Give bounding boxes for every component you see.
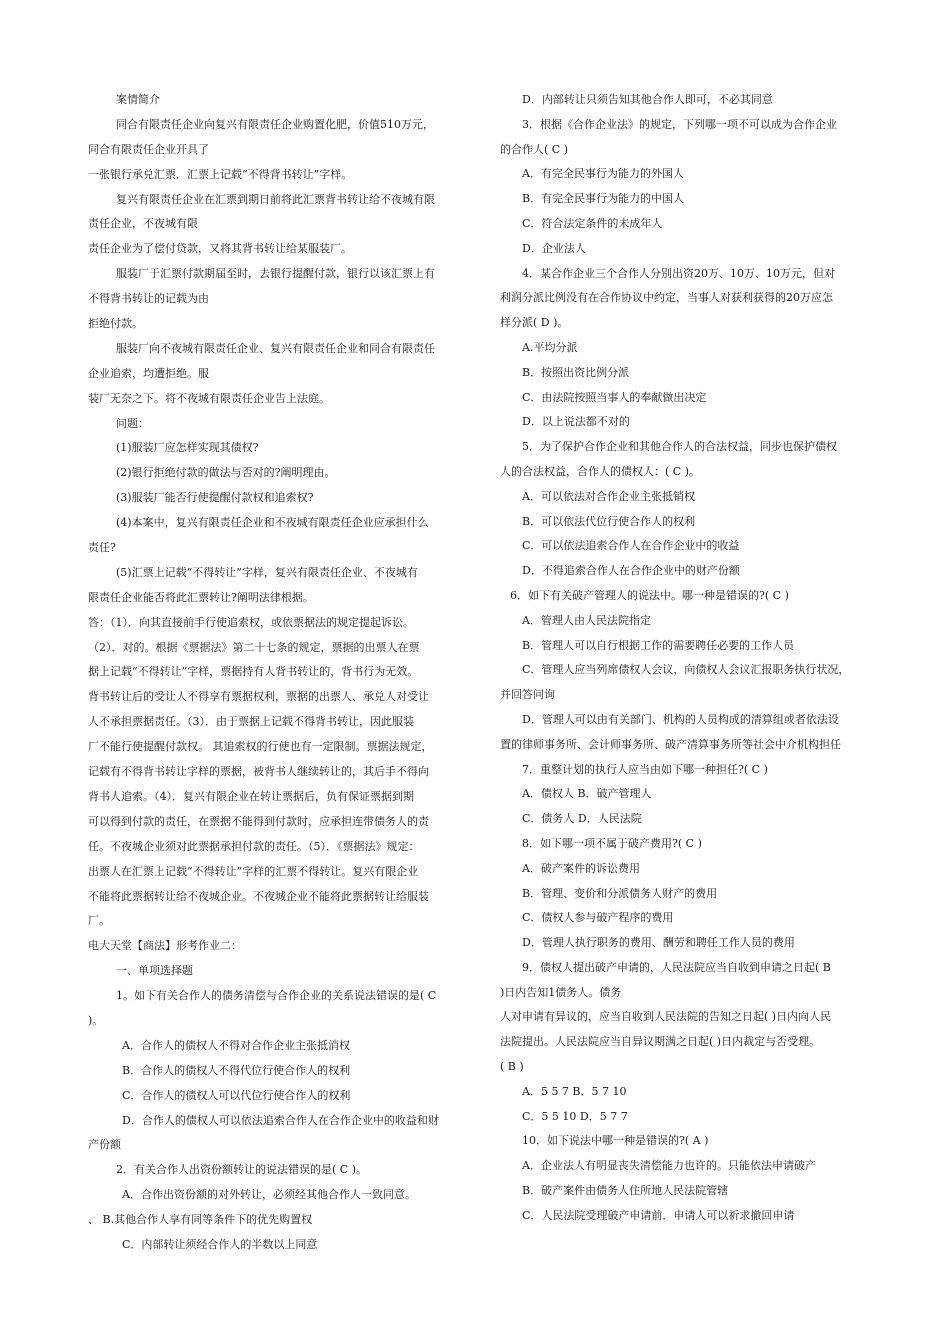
- left-column-line: (2)银行拒绝付款的做法与否对的?阐明理由。: [116, 466, 336, 480]
- left-column-line: A．合作出资份额的对外转让，必须经其他合作人一致同意。: [122, 1188, 416, 1202]
- right-column-line: B．有完全民事行为能力的中国人: [522, 192, 685, 206]
- right-column-line: 8．如下哪一项不属于破产费用?( C ): [522, 836, 702, 850]
- right-column-line: 利润分派比例没有在合作协议中约定，当事人对获利获得的20万应怎: [500, 291, 833, 305]
- right-column-line: A．有完全民事行为能力的外国人: [522, 167, 684, 181]
- right-column-line: C．由法院按照当事人的奉献做出决定: [522, 390, 707, 404]
- right-column-line: 置的律师事务所、会计师事务所、破产清算事务所等社会中介机构担任: [500, 737, 841, 751]
- right-column-line: A.平均分派: [522, 340, 578, 354]
- left-column-line: 案情简介: [116, 93, 160, 106]
- right-column-line: 3．根据《合作企业法》的规定，下列哪一项不可以成为合作企业: [522, 117, 837, 131]
- left-column-line: (3)服装厂能否行使提醒付款权和追索权?: [116, 491, 314, 505]
- right-column-line: 的合作人( C ): [500, 142, 568, 156]
- right-column-line: D．管理人执行职务的费用、酬劳和聘任工作人员的费用: [522, 936, 795, 950]
- left-column-line: 出票人在汇票上记载“不得转让”字样的汇票不得转让。复兴有限企业: [88, 864, 419, 878]
- right-column-line: 6．如下有关破产管理人的说法中。哪一种是错误的?( C ): [510, 588, 789, 602]
- right-column-line: C．5 5 10 D．5 7 7: [522, 1109, 628, 1123]
- right-column-line: C．可以依法追索合作人在合作企业中的收益: [522, 539, 740, 553]
- left-column-line: B．合作人的债权人不得代位行使合作人的权利: [122, 1063, 351, 1077]
- left-column-line: （2）．对的。根据《票据法》第二十七条的规定，票据的出票人在票: [88, 640, 420, 654]
- left-column-line: 厂不能行使提醒付款权。 其追索权的行使也有一定限制。票据法规定，: [88, 740, 433, 754]
- left-column-line: 答：（1）．向其直接前手行使追索权，或依票据法的规定提起诉讼。: [88, 615, 414, 629]
- left-column-line: (1)服装厂应怎样实现其债权?: [116, 441, 259, 455]
- left-column-line: 责任企业为了偿付贷款，又将其背书转让给某服装厂。: [88, 242, 352, 256]
- right-column-line: 样分派( D )。: [500, 316, 569, 330]
- left-column-line: 同合有限责任企业开具了: [88, 142, 209, 156]
- right-column-line: C．债务人 D．人民法院: [522, 812, 642, 826]
- left-column-line: 限责任企业能否将此汇票转让?阐明法律根据。: [88, 590, 314, 604]
- right-column-line: D．企业法人: [522, 241, 586, 255]
- left-column-line: (5)汇票上记载“不得转让”字样，复兴有限责任企业、不夜城有: [116, 565, 418, 579]
- left-column-line: 厂。: [88, 914, 110, 928]
- left-column-line: 背书转让后的受让人不得享有票据权利，票据的出票人、承兑人对受让: [88, 690, 429, 704]
- right-column-line: B．破产案件由债务人住所地人民法院管辖: [522, 1184, 729, 1198]
- left-column-line: 责任企业，不夜城有限: [88, 217, 198, 231]
- right-column-line: D．内部转让只须告知其他合作人即可，不必其同意: [522, 93, 773, 106]
- right-column-line: C．管理人应当列席债权人会议，向债权人会议汇报职务执行状况，: [522, 663, 850, 677]
- right-column-line: 法院提出。人民法院应当自异议期满之日起( )日内裁定与否受理。: [500, 1035, 821, 1049]
- right-column-line: 7．重整计划的执行人应当由如下哪一种担任?( C ): [522, 762, 768, 776]
- left-column-line: 据上记载“不得转让”字样，票据持有人背书转让的，背书行为无效。: [88, 665, 419, 679]
- right-column-line: 10．如下说法中哪一种是错误的?( A ): [522, 1134, 709, 1148]
- left-column-line: C．内部转让须经合作人的半数以上同意: [122, 1237, 318, 1251]
- left-column-line: 一张银行承兑汇票．汇票上记载“不得背书转让”字样。: [88, 167, 353, 181]
- right-column-line: A．债权人 B．破产管理人: [522, 787, 652, 801]
- right-column-line: 人对申请有异议的，应当自收到人民法院的告知之日起( )日内向人民: [500, 1010, 832, 1024]
- right-column-line: 人的合法权益，合作人的债权人：( C )。: [500, 464, 700, 478]
- left-column-line: 复兴有限责任企业在汇票到期日前将此汇票背书转让给不夜城有限: [116, 192, 435, 206]
- left-column-line: 拒绝付款。: [88, 317, 143, 331]
- left-column-line: 1。如下有关合作人的债务清偿与合作企业的关系说法错误的是( C: [116, 989, 437, 1003]
- right-column-line: A．企业法人有明显丧失清偿能力也许的。只能依法申请破产: [522, 1159, 816, 1173]
- left-column-line: (4)本案中，复兴有限责任企业和不夜城有限责任企业应承担什么: [116, 516, 429, 530]
- left-column-line: 服装厂向不夜城有限责任企业、复兴有限责任企业和同合有限责任: [116, 341, 435, 355]
- right-column-line: B．管理人可以自行根据工作的需要聘任必要的工作人员: [522, 638, 795, 652]
- left-column-line: 责任?: [88, 541, 116, 555]
- right-column-line: C．债权人参与破产程序的费用: [522, 911, 674, 925]
- left-column-line: 电大天堂【商法】形考作业二：: [88, 939, 242, 953]
- right-column-line: 9．债权人提出破产申请的，人民法院应当自收到申请之日起( B: [522, 960, 831, 974]
- left-column-line: 记载有不得背书转让字样的票据，被背书人继续转让的，其后手不得向: [88, 765, 429, 779]
- right-column-line: B．可以依法代位行使合作人的权利: [522, 514, 696, 528]
- left-column-line: )。: [88, 1013, 104, 1027]
- left-column-line: C．合作人的债权人可以代位行使合作人的权利: [122, 1088, 351, 1102]
- left-column-line: 不得背书转让的记载为由: [88, 292, 209, 306]
- left-column-line: 同合有限责任企业向复兴有限责任企业购置化肥，价值510万元，: [116, 117, 434, 131]
- right-column-line: D．管理人可以由有关部门、机构的人员构成的清算组或者依法设: [522, 712, 839, 726]
- left-column-line: 装厂无奈之下。将不夜城有限责任企业告上法庭。: [88, 391, 330, 405]
- left-column-line: 可以得到付款的责任，在票据不能得到付款时，应承担连带债务人的责: [88, 814, 429, 828]
- left-column-line: 人不承担票据责任。（3）．由于票据上记载不得背书转让，因此服装: [88, 715, 414, 729]
- left-column-line: D．合作人的债权人可以依法追索合作人在合作企业中的收益和财: [122, 1113, 439, 1127]
- right-column-line: 5．为了保护合作企业和其他合作人的合法权益，同步也保护债权: [522, 440, 837, 454]
- right-column-line: C．人民法院受理破产申请前．申请人可以祈求撤回申请: [522, 1208, 795, 1222]
- right-column-line: A．5 5 7 B．5 7 10: [522, 1084, 627, 1098]
- left-column-line: 产份额: [88, 1138, 121, 1152]
- right-column-line: )日内告知1债务人。债务: [500, 985, 622, 999]
- right-column-line: B．管理、变价和分派债务人财产的费用: [522, 886, 718, 900]
- left-column-line: 不能将此票据转让给不夜城企业。不夜城企业不能将此票据转让给服装: [88, 889, 429, 903]
- left-column-line: 2．有关合作人出资份额转让的说法错误的是( C )。: [116, 1163, 367, 1177]
- right-column-line: A．管理人由人民法院指定: [522, 613, 651, 627]
- left-column-line: A．合作人的债权人不得对合作企业主张抵消权: [122, 1038, 350, 1052]
- left-column-line: 背书人追索。（4）．复兴有限企业在转让票据后，负有保证票据到期: [88, 789, 414, 803]
- right-column-line: 并回答问询: [500, 688, 555, 702]
- left-column-line: 服装厂于汇票付款期届至时，去银行提醒付款，银行以该汇票上有: [116, 267, 435, 281]
- right-column-line: ( B ): [500, 1060, 524, 1074]
- right-column-line: D．不得追索合作人在合作企业中的财产份额: [522, 564, 740, 578]
- right-column-line: C．符合法定条件的未成年人: [522, 216, 663, 230]
- right-column-line: B．按照出资比例分派: [522, 365, 630, 379]
- left-column-line: 一、单项选择题: [116, 964, 193, 978]
- right-column-line: A．破产案件的诉讼费用: [522, 861, 640, 875]
- left-column-line: 、 B.其他合作人享有同等条件下的优先购置权: [88, 1213, 313, 1227]
- right-column-line: A．可以依法对合作企业主张抵销权: [522, 489, 695, 503]
- left-column-line: 企业追索，均遭拒绝。服: [88, 366, 209, 380]
- right-column-line: 4．某合作企业三个合作人分别出资20万、10万、10万元，但对: [522, 266, 835, 280]
- right-column: [500, 88, 880, 1229]
- left-column-line: 任。不夜城企业须对此票据承担付款的责任。（5）．《票据法》规定：: [88, 839, 420, 853]
- left-column-line: 问题：: [116, 416, 149, 430]
- left-column: [88, 88, 478, 1258]
- right-column-line: D．以上说法都不对的: [522, 415, 630, 429]
